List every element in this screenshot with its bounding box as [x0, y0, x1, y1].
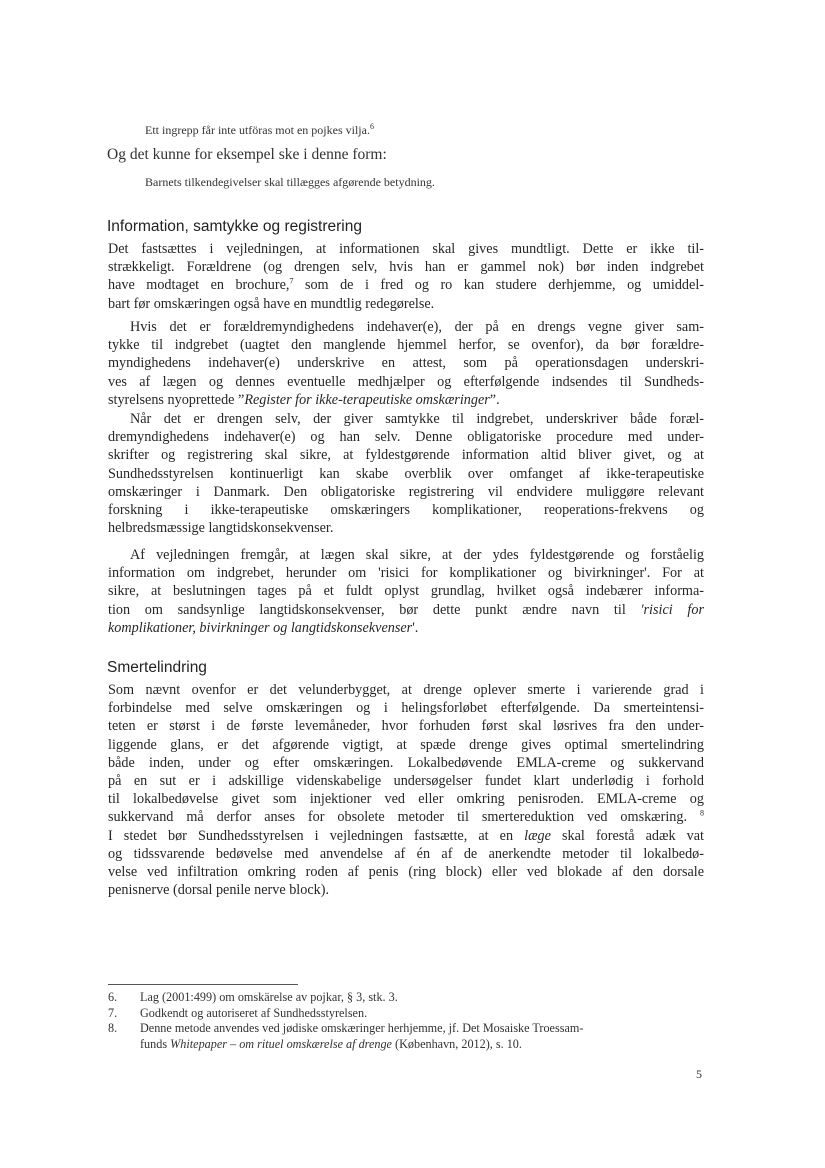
footnote-ref-8: 8 — [700, 808, 704, 818]
footnote-7: 7. Godkendt og autoriseret af Sundhedsstyrelsen. — [108, 1006, 368, 1020]
swedish-quote-text: Ett ingrepp får inte utföras mot en pojkes vilja. — [145, 123, 370, 137]
lead-sentence: Og det kunne for eksempel ske i denne form: — [107, 146, 387, 163]
footnote-separator — [108, 984, 298, 985]
paragraph-information-3: Når det er drengen selv, der giver samtykke til indgrebet, underskriver både foræl- dremyndighedens indehaver(e) og han selv. Denne obligatoriske procedure med under- skrifter og registrering skal sikre, at fyldestgørende information altid bliver givet, og at Sundhedsstyrelsen kontinuerligt kan skabe overblik over omfanget af ikke-terapeutiske omskæringer i Danmark. Den obligatoriske registrering vil endvidere muliggøre relevant forskning i ikke-terapeutiske omskæringers komplikationer, reoperations-frekvens og helbredsmæssige langtidskonsekvenser. — [108, 411, 704, 537]
paragraph-information-2: Hvis det er forældremyndighedens indehaver(e), der på en drengs vegne giver sam- tykke til indgrebet (uagtet den manglende hjemmel herfor, se ovenfor), da bør forældre- myndighedens indehaver(e) underskrive en attest, som på operationsdagen underskri- ves af lægen og dennes eventuelle medhjælper og efterfølgende indsendes til Sundheds- styrelsens nyoprettede ”Register for ikke-terapeutiske omskæringer”. — [108, 319, 704, 408]
footnote-ref-6: 6 — [369, 122, 374, 131]
page-number: 5 — [696, 1067, 702, 1081]
footnote-ref-7: 7 — [289, 276, 294, 286]
paragraph-information-1: Det fastsættes i vejledningen, at informationen skal gives mundtligt. Dette er ikke til- strækkeligt. Forældrene (og drengen selv, hvis han er gammel nok) bør inden indgrebet have modtaget en brochure,$^7$ som de i fred og ro kan studere derhjemme, og umiddel- bart før omskæringen også have en mundtlig redegørelse. — [108, 241, 704, 312]
footnote-6: 6. Lag (2001:499) om omskärelse av pojkar, § 3, stk. 3. — [108, 990, 398, 1004]
footnote-8: 8. Denne metode anvendes ved jødiske omskæringer herhjemme, jf. Det Mosaiske Troessam- funds Whitepaper – om rituel omskærelse af drenge (København, 2012), s. 10. — [108, 1021, 584, 1051]
section-heading-information: Information, samtykke og registrering — [107, 218, 362, 235]
paragraph-smertelindring-1: Som nævnt ovenfor er det velunderbygget, at drenge oplever smerte i varierende grad i forbindelse med selve omskæringen og i helingsforløbet efterfølgende. Da smerteintensi- teten er størst i de første levemåneder, hvor forhuden først skal løsrives fra den under- liggende glans, er det afgørende vigtigt, at spæde drenge gives optimal smertelindring både inden, under og efter omskæringen. Lokalbedøvende EMLA-creme og sukkervand på en sut er i adskillige videnskabelige undersøgelser fundet klart underlødig i forhold til lokalbedøvelse givet som injektioner ved eller omkring penisroden. EMLA-creme og sukkervand må derfor anses for obsolete metoder til smertereduktion ved omskæring. $^8$ I stedet bør Sundhedsstyrelsen i vejledningen fastsætte, at en læge skal forestå adæk vat og tidssvarende bedøvelse med anvendelse af én af de anerkendte metoder til lokalbedø- velse ved infiltration omkring roden af penis (ring block) eller ved blokade af den dorsale penisnerve (dorsal penile nerve block). — [108, 682, 705, 899]
whitepaper-title: Whitepaper – om rituel omskærelse af drenge — [170, 1036, 392, 1051]
paragraph-information-4: Af vejledningen fremgår, at lægen skal sikre, at der ydes fyldestgørende og forståelig information om indgrebet, herunder om 'risici for komplikationer og bivirkninger'. For at sikre, at beslutningen tages på et fuldt oplyst grundlag, hvilket også indebærer informa- tion om sandsynlige langtidskonsekvenser, bør dette punkt ændre navn til 'risici for komplikationer, bivirkninger og langtidskonsekvenser'. — [108, 547, 704, 636]
section-heading-smertelindring: Smertelindring — [107, 659, 207, 676]
register-name: Register for ikke-terapeutiske omskæringer — [244, 391, 490, 408]
danish-quote: Barnets tilkendegivelser skal tillægges afgørende betydning. — [145, 175, 435, 189]
swedish-quote — [145, 123, 374, 138]
